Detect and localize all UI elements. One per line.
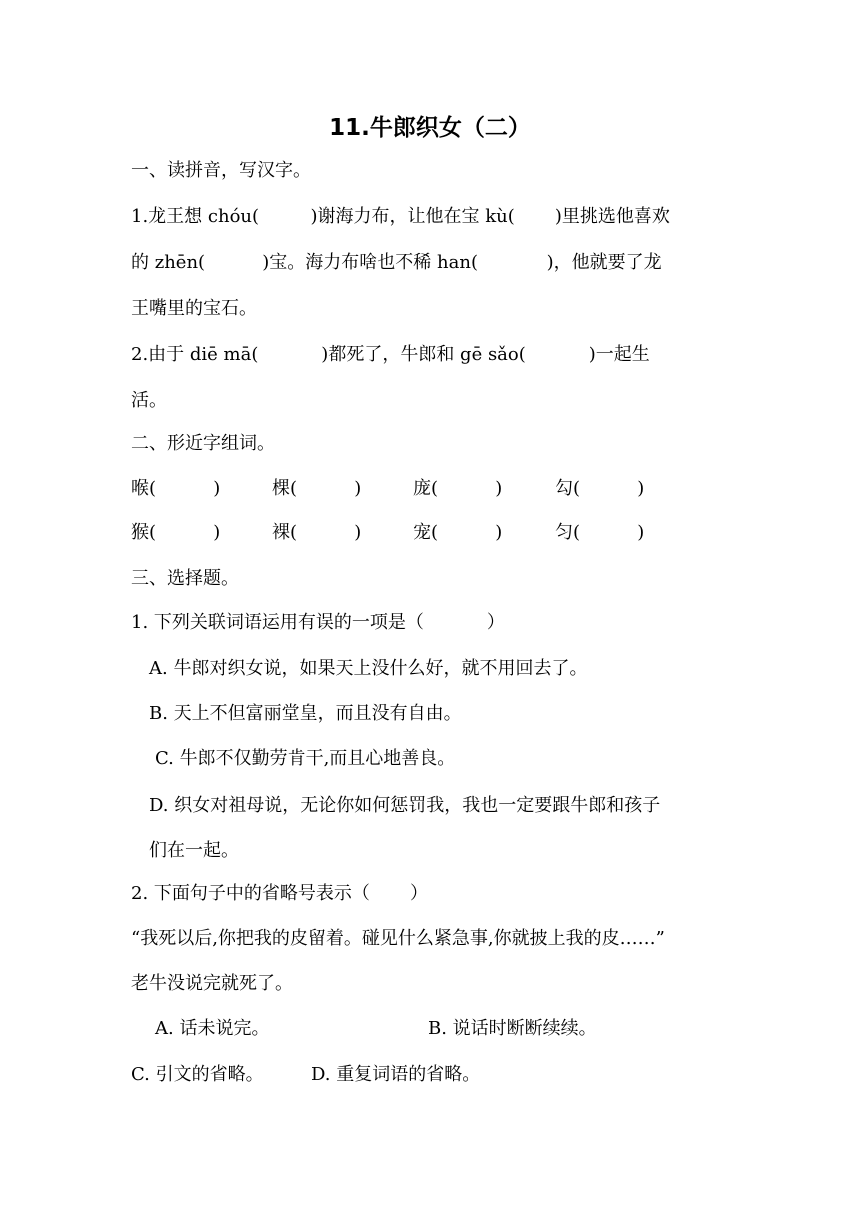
section-3-question-2-option-c: C. 引文的省略。 xyxy=(131,1064,264,1085)
similar-char-item: 棵( ) xyxy=(272,478,362,499)
similar-char-item: 猴( ) xyxy=(131,522,221,543)
section-3-question-1-stem: 1. 下列关联词语运用有误的一项是（ ） xyxy=(131,612,505,633)
page-title: 11.牛郎织女（二） xyxy=(329,115,531,141)
similar-char-item: 匀( ) xyxy=(555,522,645,543)
section-3-question-1-option-c: C. 牛郎不仅勤劳肯干,而且心地善良。 xyxy=(155,748,456,769)
section-3-heading: 三、选择题。 xyxy=(131,568,239,589)
section-1-question-1-line-2: 的 zhēn( )宝。海力布啥也不稀 han( )，他就要了龙 xyxy=(131,252,662,273)
section-3-question-1-option-d: D. 织女对祖母说，无论你如何惩罚我，我也一定要跟牛郎和孩子 xyxy=(149,795,661,816)
similar-char-item: 裸( ) xyxy=(272,522,362,543)
similar-char-item: 庞( ) xyxy=(413,478,503,499)
section-3-question-2-option-d: D. 重复词语的省略。 xyxy=(311,1064,481,1085)
section-3-question-1-option-b: B. 天上不但富丽堂皇，而且没有自由。 xyxy=(149,703,462,724)
section-1-question-2-line-1: 2.由于 diē mā( )都死了，牛郎和 gē sǎo( )一起生 xyxy=(131,344,650,365)
similar-char-item: 宠( ) xyxy=(413,522,503,543)
section-3-question-2-quote-line-1: “我死以后,你把我的皮留着。碰见什么紧急事,你就披上我的皮……” xyxy=(131,928,665,949)
similar-char-item: 勾( ) xyxy=(555,478,645,499)
similar-char-item: 喉( ) xyxy=(131,478,221,499)
section-1-question-1-line-3: 王嘴里的宝石。 xyxy=(131,298,257,319)
section-3-question-1-option-a: A. 牛郎对织女说，如果天上没什么好，就不用回去了。 xyxy=(149,658,588,679)
section-3-question-2-stem: 2. 下面句子中的省略号表示（ ） xyxy=(131,883,428,904)
section-1-question-2-line-2: 活。 xyxy=(131,390,167,411)
section-3-question-2-option-b: B. 说话时断断续续。 xyxy=(428,1018,597,1039)
section-3-question-2-option-a: A. 话未说完。 xyxy=(155,1018,270,1039)
section-2-heading: 二、形近字组词。 xyxy=(131,433,275,454)
section-3-question-2-quote-line-2: 老牛没说完就死了。 xyxy=(131,973,293,994)
section-1-heading: 一、读拼音，写汉字。 xyxy=(131,160,311,181)
section-1-question-1-line-1: 1.龙王想 chóu( )谢海力布，让他在宝 kù( )里挑选他喜欢 xyxy=(131,206,670,227)
section-3-question-1-option-d-continued: 们在一起。 xyxy=(149,840,239,861)
